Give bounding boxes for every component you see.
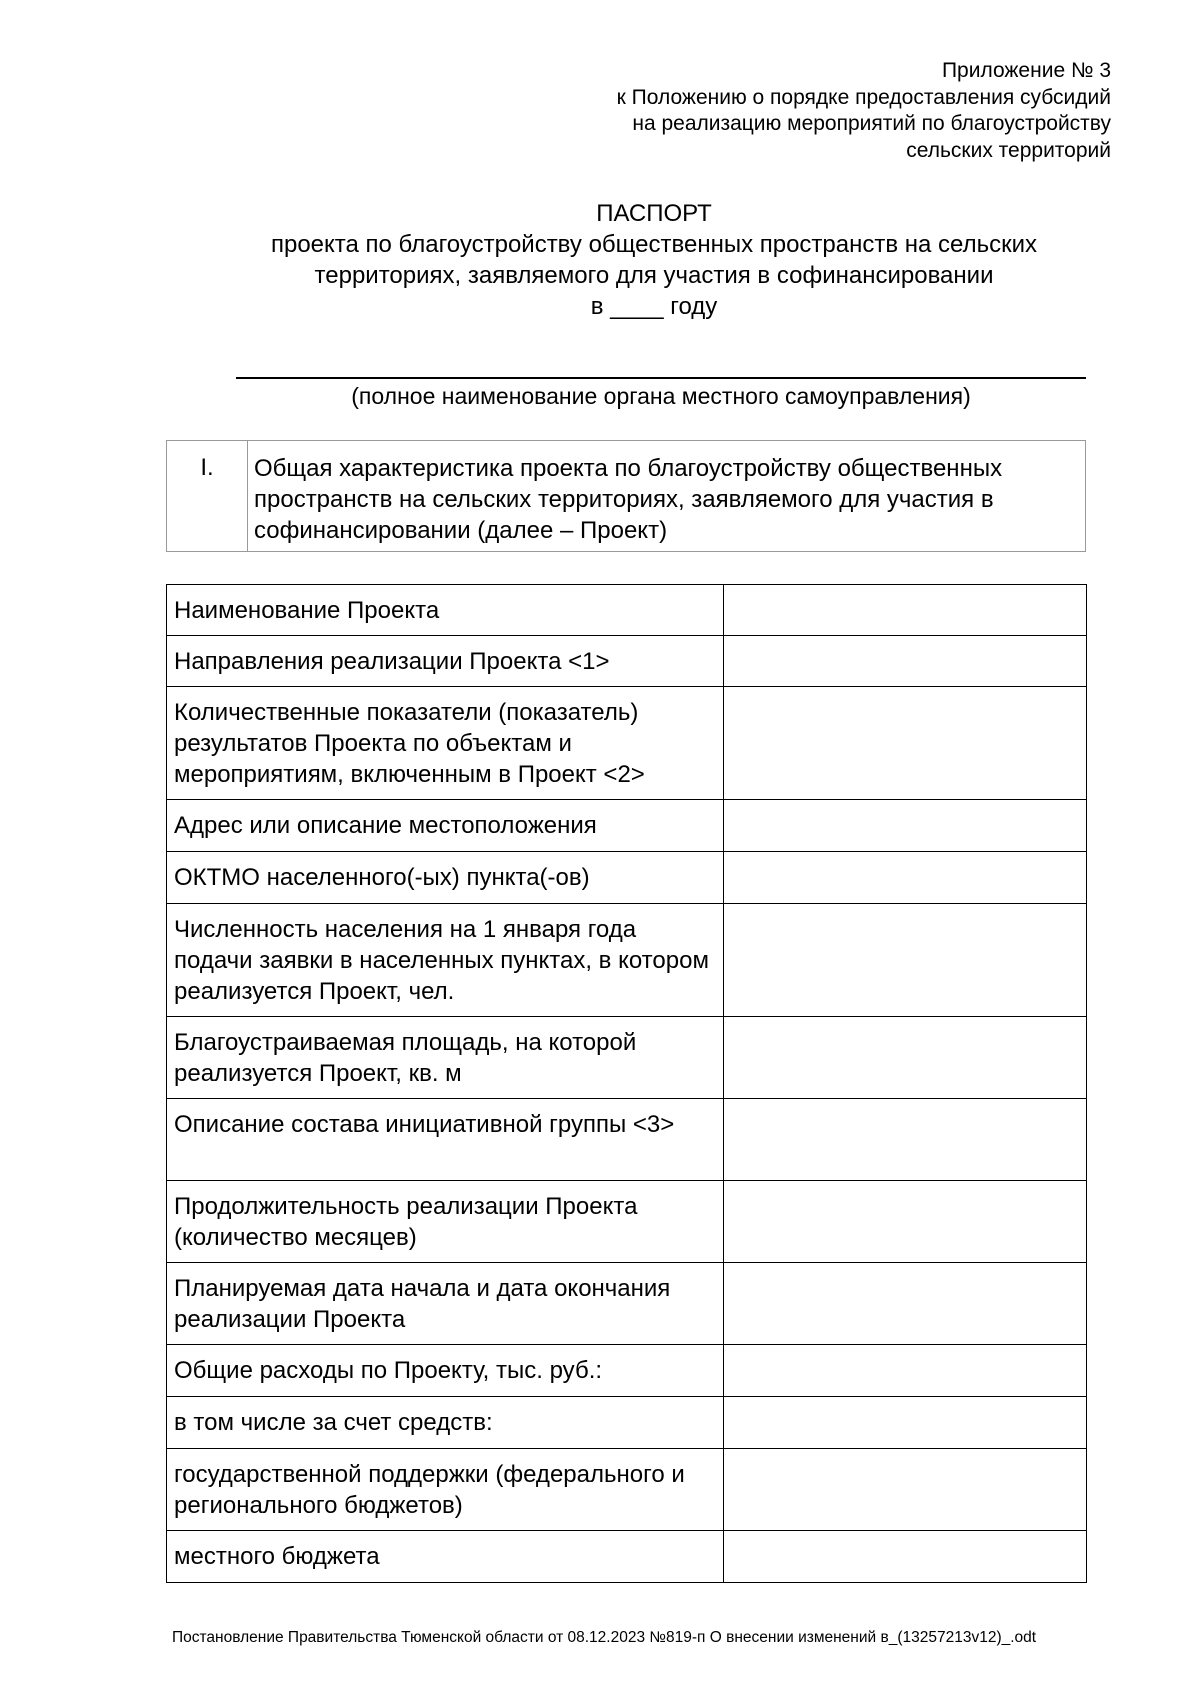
- table-row: [167, 800, 1087, 852]
- appendix-reference-line-1: к Положению о порядке предоставления субсидий: [616, 85, 1111, 109]
- org-name-field-line[interactable]: [236, 377, 1086, 379]
- row-value-cell[interactable]: [724, 852, 1087, 904]
- section-header: [166, 440, 1086, 552]
- row-label: ОКТМО населенного(-ых) пункта(-ов): [167, 852, 724, 904]
- row-label: Общие расходы по Проекту, тыс. руб.:: [167, 1345, 724, 1397]
- row-value-cell[interactable]: [724, 1397, 1087, 1449]
- table-row: [167, 1181, 1087, 1263]
- row-value-cell[interactable]: [724, 687, 1087, 800]
- row-label: Описание состава инициативной группы <3>: [167, 1099, 724, 1181]
- row-value-cell[interactable]: [724, 904, 1087, 1017]
- title-heading: ПАСПОРТ: [596, 200, 712, 227]
- row-value-cell[interactable]: [724, 1263, 1087, 1345]
- appendix-header: [411, 58, 1111, 164]
- row-label: Благоустраиваемая площадь, на которой реализуется Проект, кв. м: [167, 1017, 724, 1099]
- table-row: [167, 1345, 1087, 1397]
- table-row: [167, 904, 1087, 1017]
- row-value-cell[interactable]: [724, 1099, 1087, 1181]
- table-row: [167, 1017, 1087, 1099]
- table-row: [167, 1263, 1087, 1345]
- org-name-caption: (полное наименование органа местного самоуправления): [351, 383, 971, 409]
- appendix-reference-line-3: сельских территорий: [906, 138, 1111, 162]
- document-footer: Постановление Правительства Тюменской области от 08.12.2023 №819-п О внесении изменений в_(13257213v12)_.odt: [172, 1629, 1037, 1646]
- section-number: I.: [167, 441, 248, 551]
- table-row: [167, 585, 1087, 636]
- row-value-cell[interactable]: [724, 1531, 1087, 1583]
- passport-table: [166, 584, 1087, 1583]
- appendix-reference-line-2: на реализацию мероприятий по благоустройству: [632, 112, 1111, 135]
- row-label: Направления реализации Проекта <1>: [167, 636, 724, 687]
- title-line-1: проекта по благоустройству общественных пространств на сельских: [270, 231, 1038, 258]
- appendix-number: Приложение № 3: [941, 59, 1111, 82]
- table-row: [167, 1099, 1087, 1181]
- row-label: Продолжительность реализации Проекта (количество месяцев): [167, 1181, 724, 1263]
- table-row: [167, 1397, 1087, 1449]
- row-label: Планируемая дата начала и дата окончания реализации Проекта: [167, 1263, 724, 1345]
- table-row: [167, 687, 1087, 800]
- document-title: [214, 198, 1094, 322]
- row-value-cell[interactable]: [724, 1017, 1087, 1099]
- title-line-2: территориях, заявляемого для участия в софинансировании: [314, 262, 994, 289]
- table-row: [167, 1531, 1087, 1583]
- title-line-3: в ____ году: [590, 293, 718, 320]
- row-value-cell[interactable]: [724, 1345, 1087, 1397]
- table-row: [167, 1449, 1087, 1531]
- row-label: в том числе за счет средств:: [167, 1397, 724, 1449]
- row-label: Адрес или описание местоположения: [167, 800, 724, 852]
- row-value-cell[interactable]: [724, 585, 1087, 636]
- row-label: Численность населения на 1 января года подачи заявки в населенных пунктах, в котором реализуется Проект, чел.: [167, 904, 724, 1017]
- row-value-cell[interactable]: [724, 636, 1087, 687]
- section-title: Общая характеристика проекта по благоустройству общественных пространств на сельских территориях, заявляемого для участия в софинансировании (далее – Проект): [254, 455, 1003, 544]
- row-value-cell[interactable]: [724, 1181, 1087, 1263]
- row-label: местного бюджета: [167, 1531, 724, 1583]
- row-label: Количественные показатели (показатель) результатов Проекта по объектам и мероприятиям, включенным в Проект <2>: [167, 687, 724, 800]
- row-value-cell[interactable]: [724, 800, 1087, 852]
- table-row: [167, 636, 1087, 687]
- row-label: Наименование Проекта: [167, 585, 724, 636]
- row-label: государственной поддержки (федерального и регионального бюджетов): [167, 1449, 724, 1531]
- table-row: [167, 852, 1087, 904]
- row-value-cell[interactable]: [724, 1449, 1087, 1531]
